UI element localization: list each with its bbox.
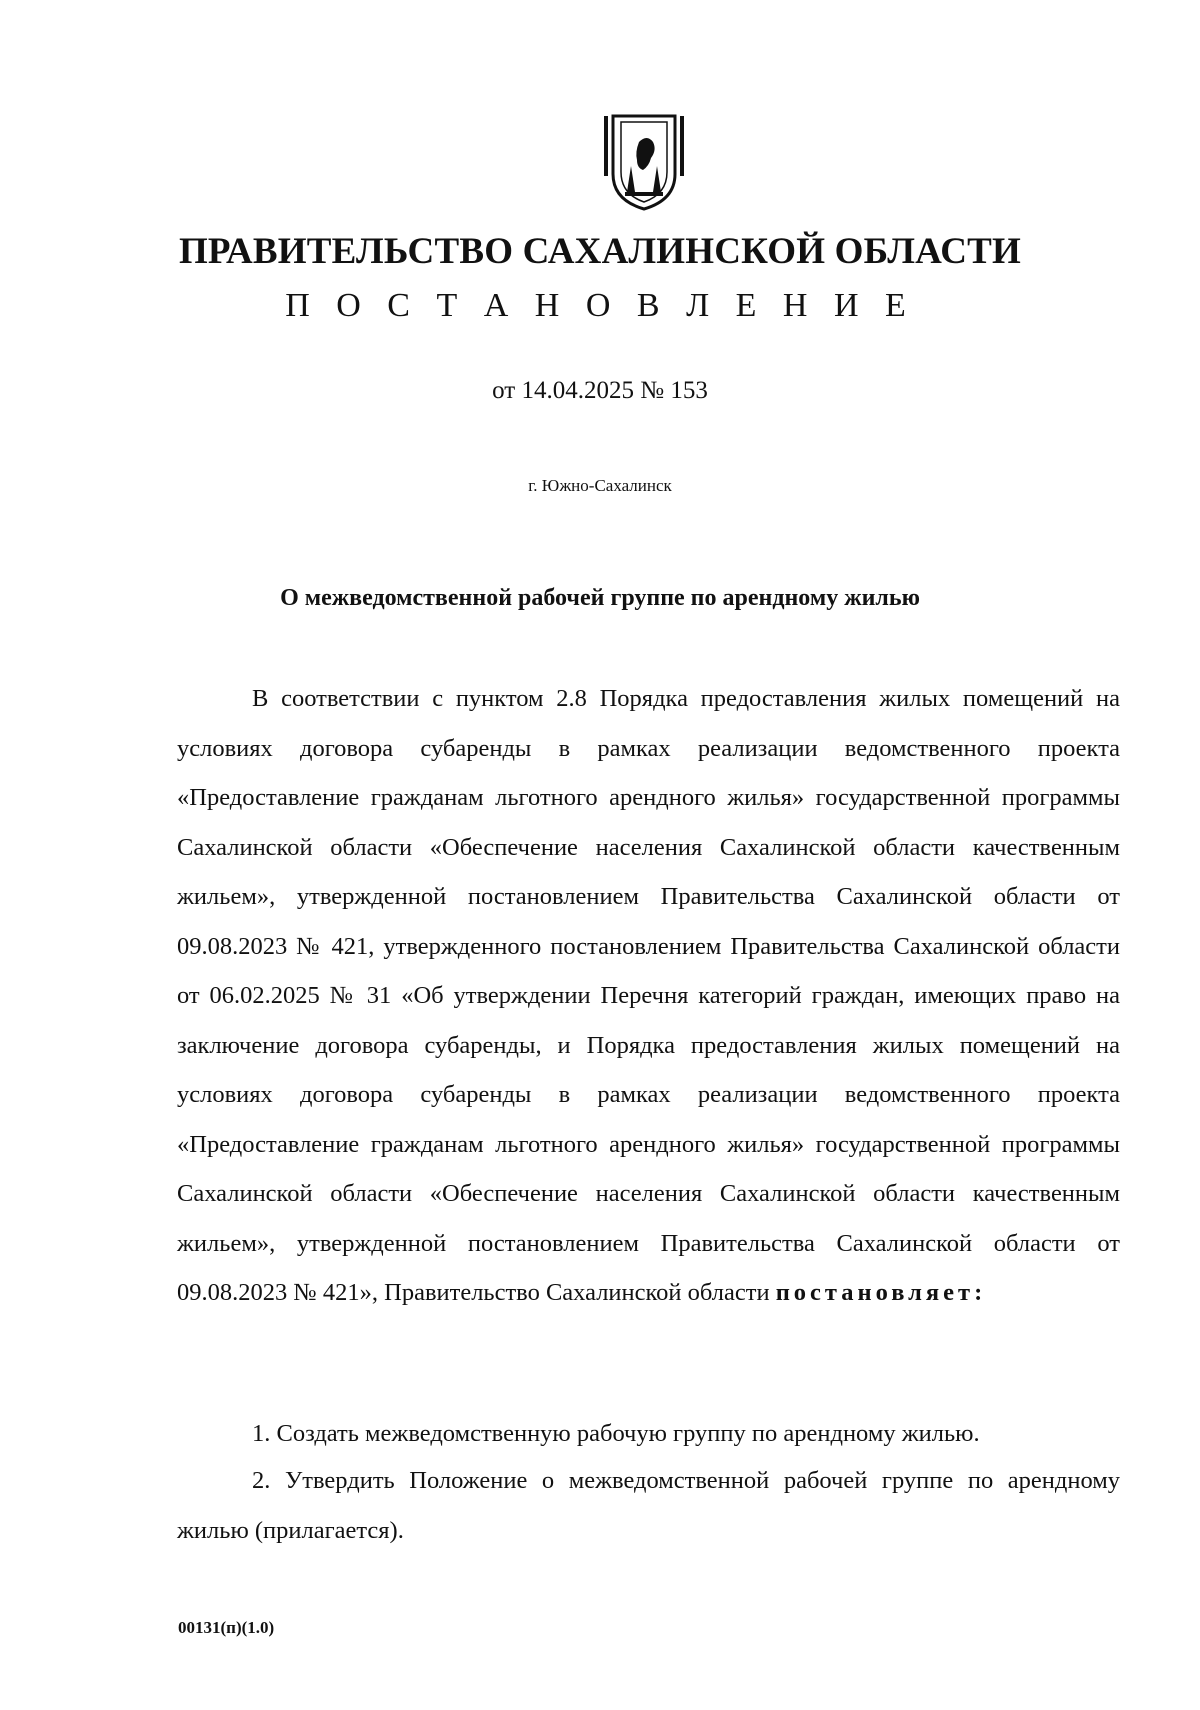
- preamble-paragraph: [177, 674, 1120, 1318]
- item-1-paragraph: [177, 1409, 1120, 1459]
- document-subject: О межведомственной рабочей группе по арендному жилью: [280, 585, 920, 611]
- resolves-keyword: постановляет:: [775, 1279, 987, 1306]
- preamble-text: В соответствии с пунктом 2.8 Порядка предоставления жилых помещений на условиях договора субаренды в рамках реализации ведомственного проекта «Предоставление гражданам льготного арендного жилья» государственной программы Сахалинской области «Обеспечение населения Сахалинской области качественным жильем», утвержденной постановлением Правительства Сахалинской области от 09.08.2023 № 421, утвержденного постановлением Правительства Сахалинской области от 06.02.2025 № 31 «Об утверждении Перечня категорий граждан, имеющих право на заключение договора субаренды, и Порядка предоставления жилых помещений на условиях договора субаренды в рамках реализации ведомственного проекта «Предоставление гражданам льготного арендного жилья» государственной программы Сахалинской области «Обеспечение населения Сахалинской области качественным жильем», утвержденной постановлением Правительства Сахалинской области от 09.08.2023 № 421», Правительство Сахалинской области: [177, 685, 1120, 1306]
- document-type: П О С Т А Н О В Л Е Н И Е: [285, 287, 915, 324]
- item-2-text: 2. Утвердить Положение о межведомственной рабочей группе по арендному жилью (прилагается).: [177, 1467, 1120, 1544]
- authority-title: ПРАВИТЕЛЬСТВО САХАЛИНСКОЙ ОБЛАСТИ: [178, 231, 1022, 272]
- item-1-text: 1. Создать межведомственную рабочую группу по арендному жилью.: [252, 1420, 980, 1447]
- item-2-paragraph: [177, 1456, 1120, 1555]
- document-number-line: от 14.04.2025 № 153: [492, 377, 708, 404]
- document-city: г. Южно-Сахалинск: [528, 476, 672, 495]
- coat-of-arms-icon: [599, 112, 689, 212]
- form-code: 00131(п)(1.0): [178, 1618, 275, 1637]
